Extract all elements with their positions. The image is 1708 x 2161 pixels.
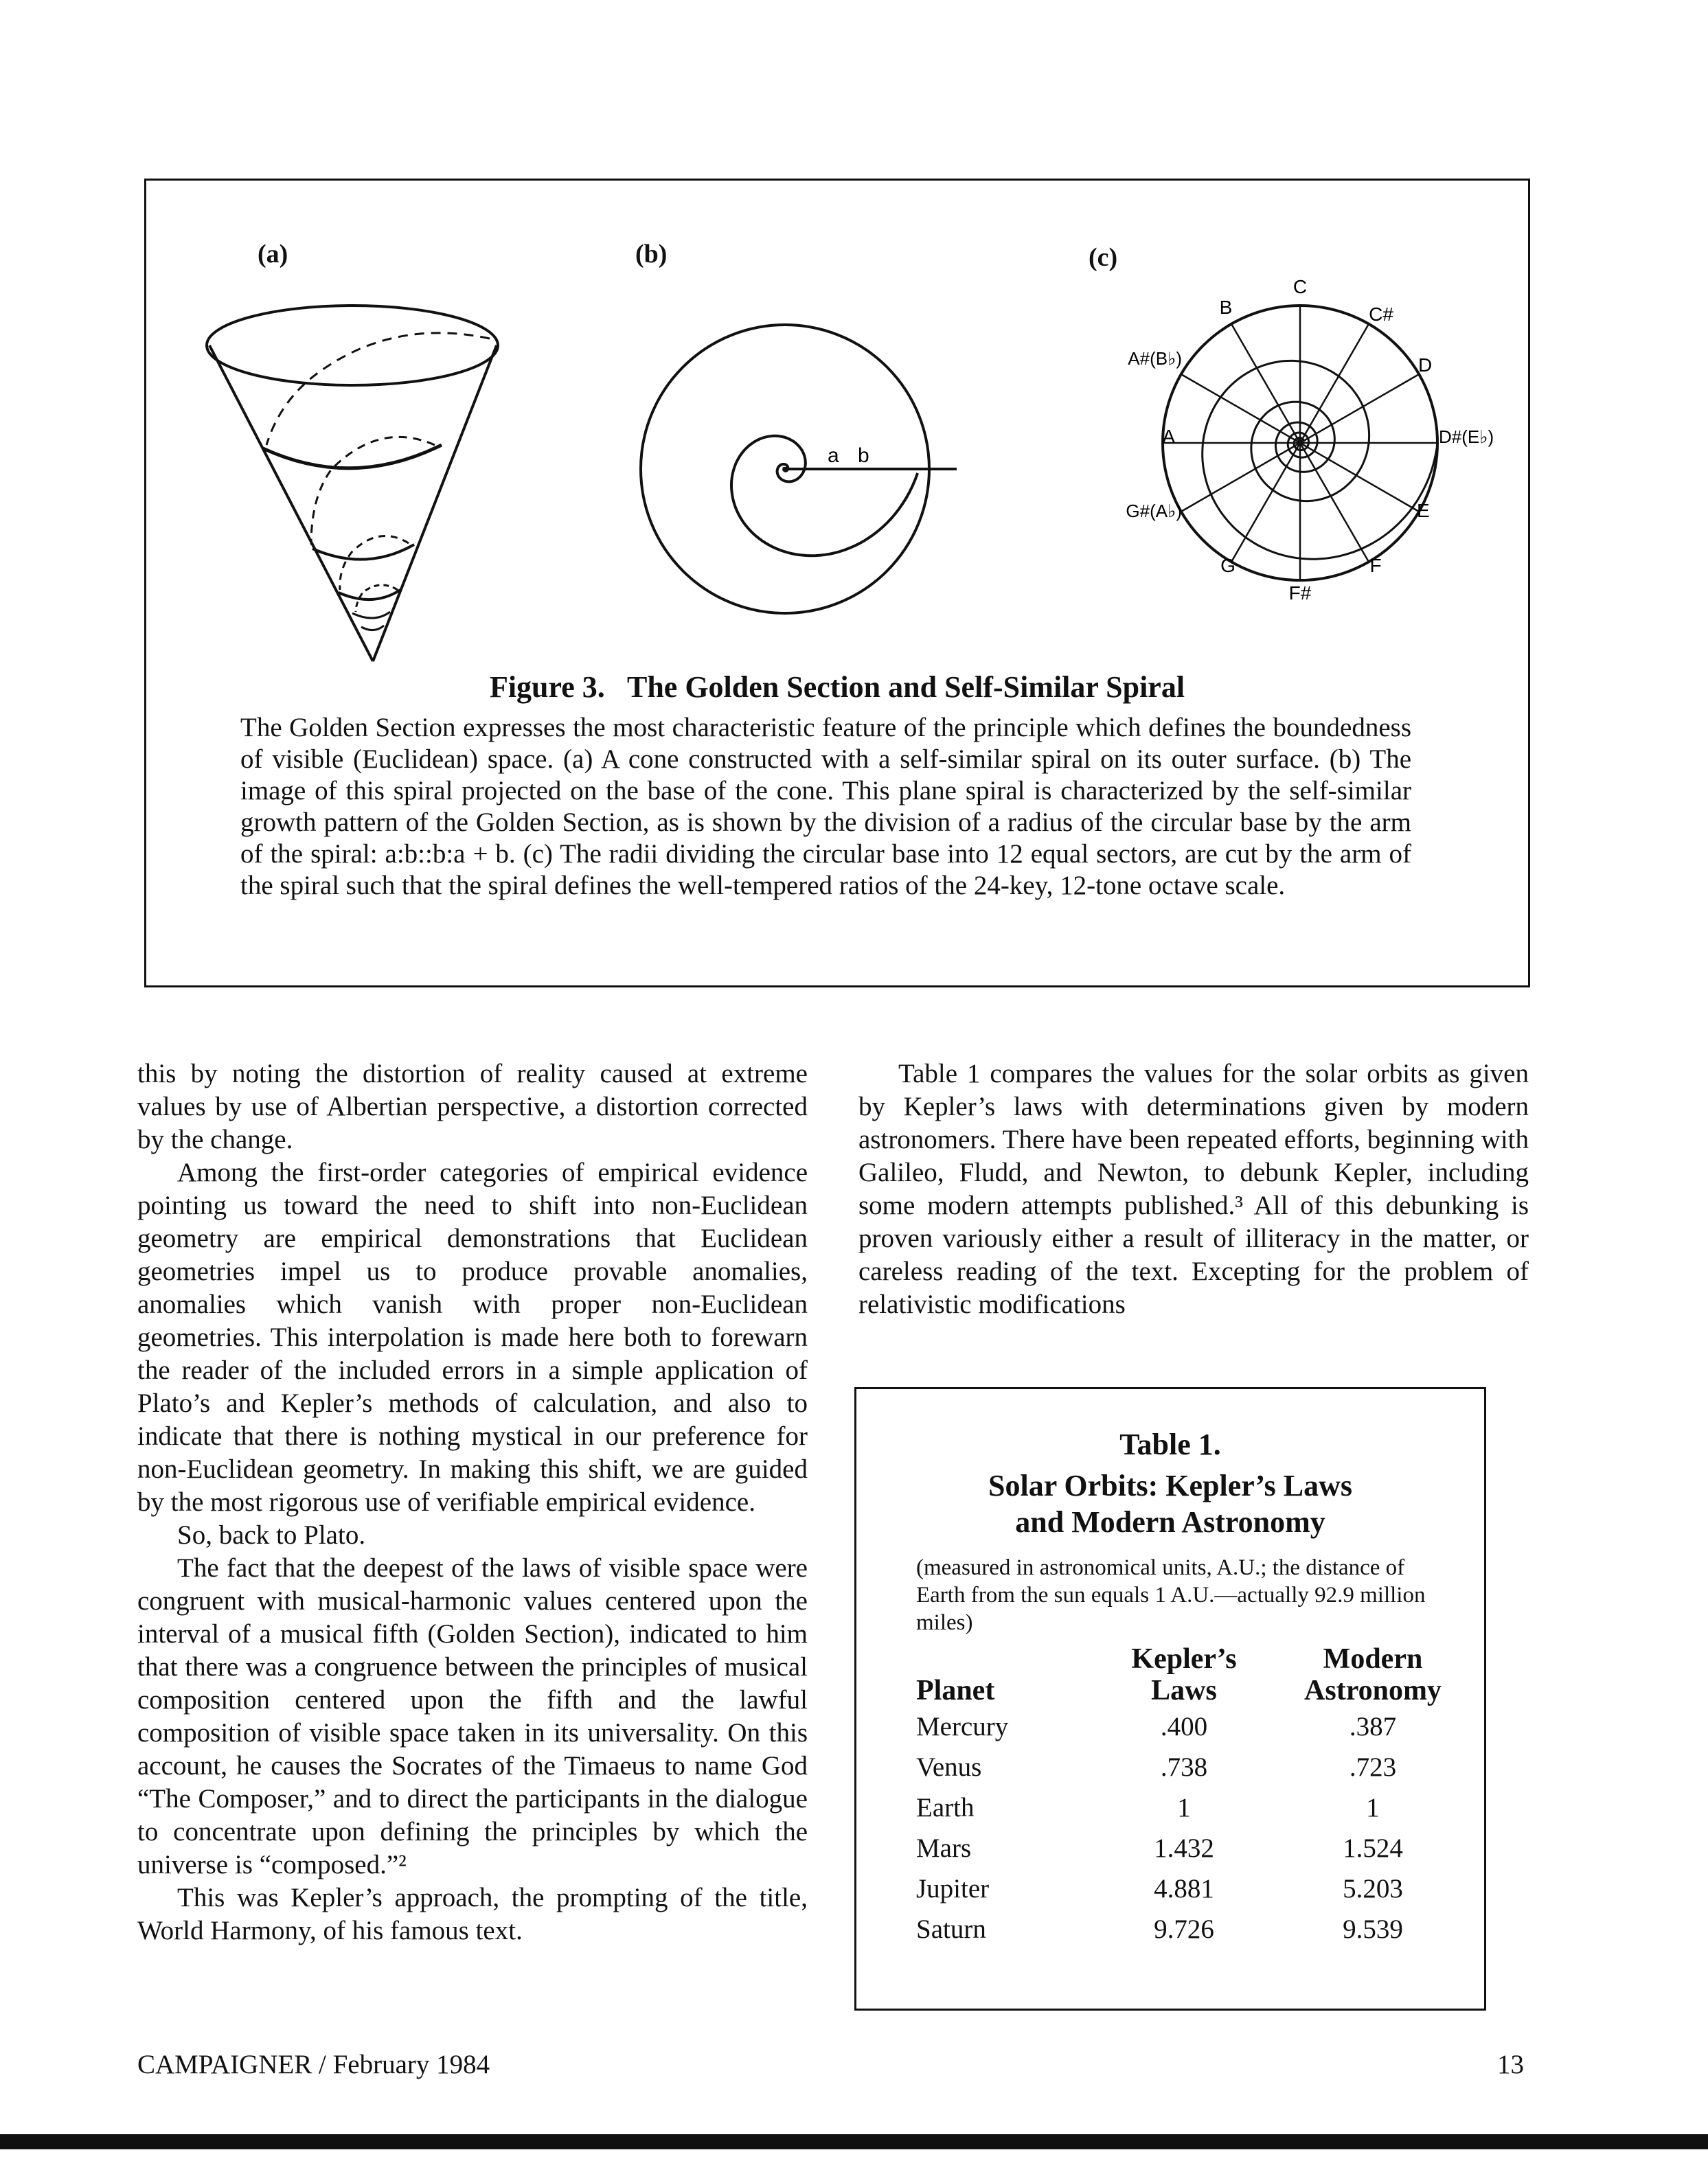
wheel-spiral	[1203, 361, 1437, 559]
note-G: G	[1220, 555, 1236, 576]
left-paragraph-1: this by noting the distortion of reality caused at extreme values by use of Albertian perspective, a distortion corrected by the change.	[137, 1059, 808, 1154]
table-number: Table 1.	[1119, 1428, 1221, 1461]
tone-wheel	[1163, 306, 1437, 580]
header-kepler: Kepler’s Laws	[1131, 1643, 1237, 1706]
panel-b-label: (b)	[635, 240, 668, 268]
wheel-radius	[1300, 443, 1369, 562]
table-row: Saturn 9.726 9.539	[916, 1914, 1403, 1944]
figure-caption: The Golden Section expresses the most characteristic feature of the principle which defines the boundedness of visible (Euclidean) space. (a) A cone constructed with a self-similar spiral on its outer surface. (b) The image of this spiral projected on the base of the cone. This plane spiral is characterized by the self-similar growth pattern of the Golden Section, as is shown by the division of a radius of the circular base by the arm of the spiral: a:b::b:a + b. (c) The radii dividing the circular base into 12 equal sectors, are cut by the arm of the spiral such that the spiral defines the well-tempered ratios of the 24-key, 12-tone octave scale.	[240, 713, 1411, 900]
table-row: Venus .738 .723	[916, 1752, 1397, 1782]
table-title-line1: Solar Orbits: Kepler’s Laws	[988, 1469, 1352, 1502]
left-paragraph-5: This was Kepler’s approach, the prompting of the title, World Harmony, of his famous text.	[137, 1883, 808, 1945]
bottom-rule	[0, 2134, 1708, 2149]
wheel-radius	[1181, 443, 1300, 512]
figure-title: Figure 3. The Golden Section and Self-Similar Spiral	[489, 670, 1185, 704]
wheel-radius	[1231, 443, 1300, 562]
orbits-table	[916, 1643, 1472, 1950]
footer-publication: CAMPAIGNER / February 1984	[137, 2050, 490, 2079]
panel-a-label: (a)	[258, 240, 288, 268]
figure-3-box	[144, 179, 1530, 987]
wheel-radius	[1300, 324, 1369, 443]
note-C-sharp: C#	[1369, 304, 1393, 325]
note-A: A	[1162, 426, 1175, 447]
table-header-row	[916, 1643, 1472, 1706]
table-1-box	[854, 1387, 1486, 2011]
table-note: (measured in astronomical units, A.U.; the distance of Earth from the sun equals 1 A.U.—actually 92.9 million miles)	[916, 1555, 1426, 1635]
spiral-label-b: b	[858, 444, 869, 467]
note-F-sharp: F#	[1288, 582, 1312, 604]
page-number: 13	[1497, 2050, 1524, 2079]
note-C: C	[1293, 276, 1308, 297]
tone-wheel-diagram	[1018, 263, 1494, 689]
left-column	[137, 1057, 808, 1947]
wheel-radius	[1181, 374, 1300, 443]
table-row: Mercury .400 .387	[916, 1712, 1397, 1741]
note-D-sharp: D#(E♭)	[1439, 426, 1494, 447]
note-F: F	[1369, 555, 1382, 576]
spiral-diagram	[627, 290, 984, 648]
table-title-line2: and Modern Astronomy	[1015, 1505, 1325, 1539]
spiral-arm	[731, 436, 918, 556]
left-paragraph-3: So, back to Plato.	[177, 1520, 366, 1550]
panel-c-label: (c)	[1089, 243, 1118, 272]
table-row: Earth 1 1	[916, 1793, 1380, 1822]
right-column	[858, 1057, 1529, 1321]
note-D: D	[1418, 354, 1433, 376]
wheel-radius	[1300, 443, 1419, 512]
spiral-label-a: a	[828, 444, 839, 467]
right-paragraph-1: Table 1 compares the values for the solar orbits as given by Kepler’s laws with determinations given by modern astronomers. There have been repeated efforts, beginning with Galileo, Fludd, and Newton, to debunk Kepler, including some modern attempts published.³ All of this debunking is proven variously either a result of illiteracy in the matter, or careless reading of the text. Excepting for the problem of relativistic modifications	[858, 1059, 1529, 1319]
note-A-sharp: A#(B♭)	[1128, 348, 1182, 369]
cone-diagram	[215, 290, 600, 675]
note-G-sharp: G#(A♭)	[1126, 501, 1182, 521]
note-B: B	[1219, 297, 1233, 318]
table-row: Jupiter 4.881 5.203	[916, 1874, 1403, 1903]
header-modern: Modern Astronomy	[1304, 1643, 1442, 1706]
left-paragraph-2: Among the first-order categories of empirical evidence pointing us toward the need to shift into non-Euclidean geometry are empirical demonstrations that Euclidean geometries impel us to produce provable anomalies, anomalies which vanish with proper non-Euclidean geometries. This interpolation is made here both to forewarn the reader of the included errors in a simple application of Plato’s and Kepler’s methods of calculation, and also to indicate that there is nothing mystical in our preference for non-Euclidean geometry. In making this shift, we are guided by the most rigorous use of verifiable empirical evidence.	[137, 1158, 808, 1517]
note-E: E	[1417, 500, 1430, 521]
left-paragraph-4: The fact that the deepest of the laws of visible space were congruent with musical-harmonic values centered upon the interval of a musical fifth (Golden Section), indicated to him that there was a congruence between the principles of musical composition centered upon the fifth and the lawful composition of visible space taken in its universality. On this account, he causes the Socrates of the Timaeus to name God “The Composer,” and to direct the participants in the dialogue to concentrate upon defining the principles by which the universe is “composed.”²	[137, 1553, 808, 1879]
header-planet: Planet	[916, 1675, 995, 1706]
table-row: Mars 1.432 1.524	[916, 1833, 1403, 1863]
